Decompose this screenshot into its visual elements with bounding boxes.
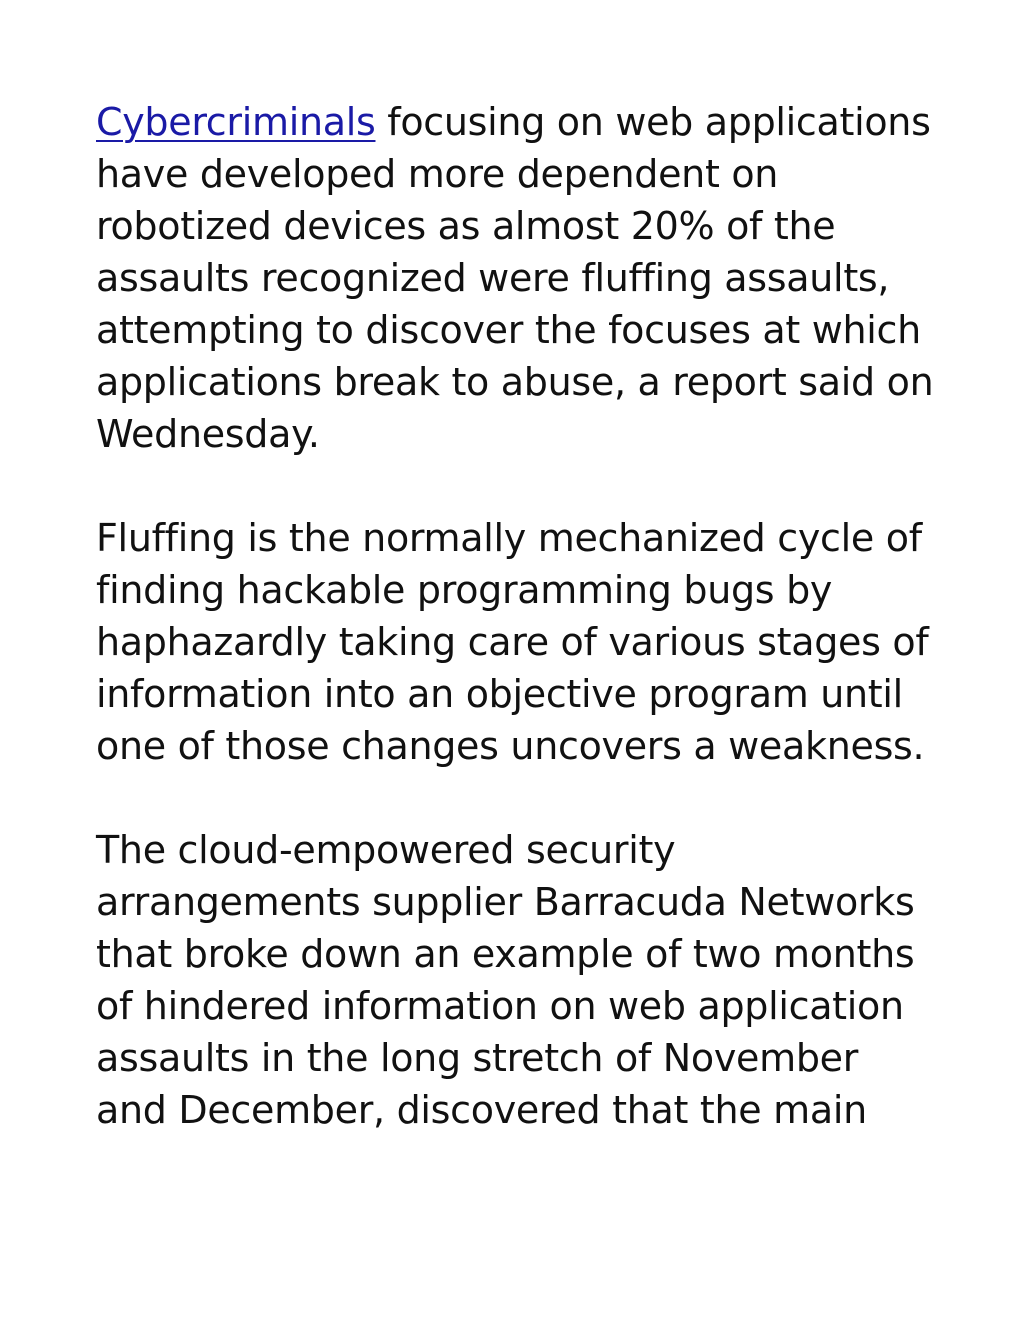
paragraph-1 [96,96,936,460]
cybercriminals-link[interactable]: Cybercriminals [96,100,376,144]
paragraph-3 [96,824,936,1136]
article-body [96,96,936,1188]
paragraph-3-text: The cloud-empowered security arrangements supplier Barracuda Networks that broke down an example of two months of hindered information on web application assaults in the long stretch of November and December, discovered that the main [96,828,915,1132]
paragraph-2 [96,512,936,772]
paragraph-1-text: focusing on web applications have developed more dependent on robotized devices as almost 20% of the assaults recognized were fluffing assaults, attempting to discover the focuses at which applications break to abuse, a report said on Wednesday. [96,100,934,456]
paragraph-2-text: Fluffing is the normally mechanized cycle of finding hackable programming bugs by haphazardly taking care of various stages of information into an objective program until one of those changes uncovers a weakness. [96,516,929,768]
